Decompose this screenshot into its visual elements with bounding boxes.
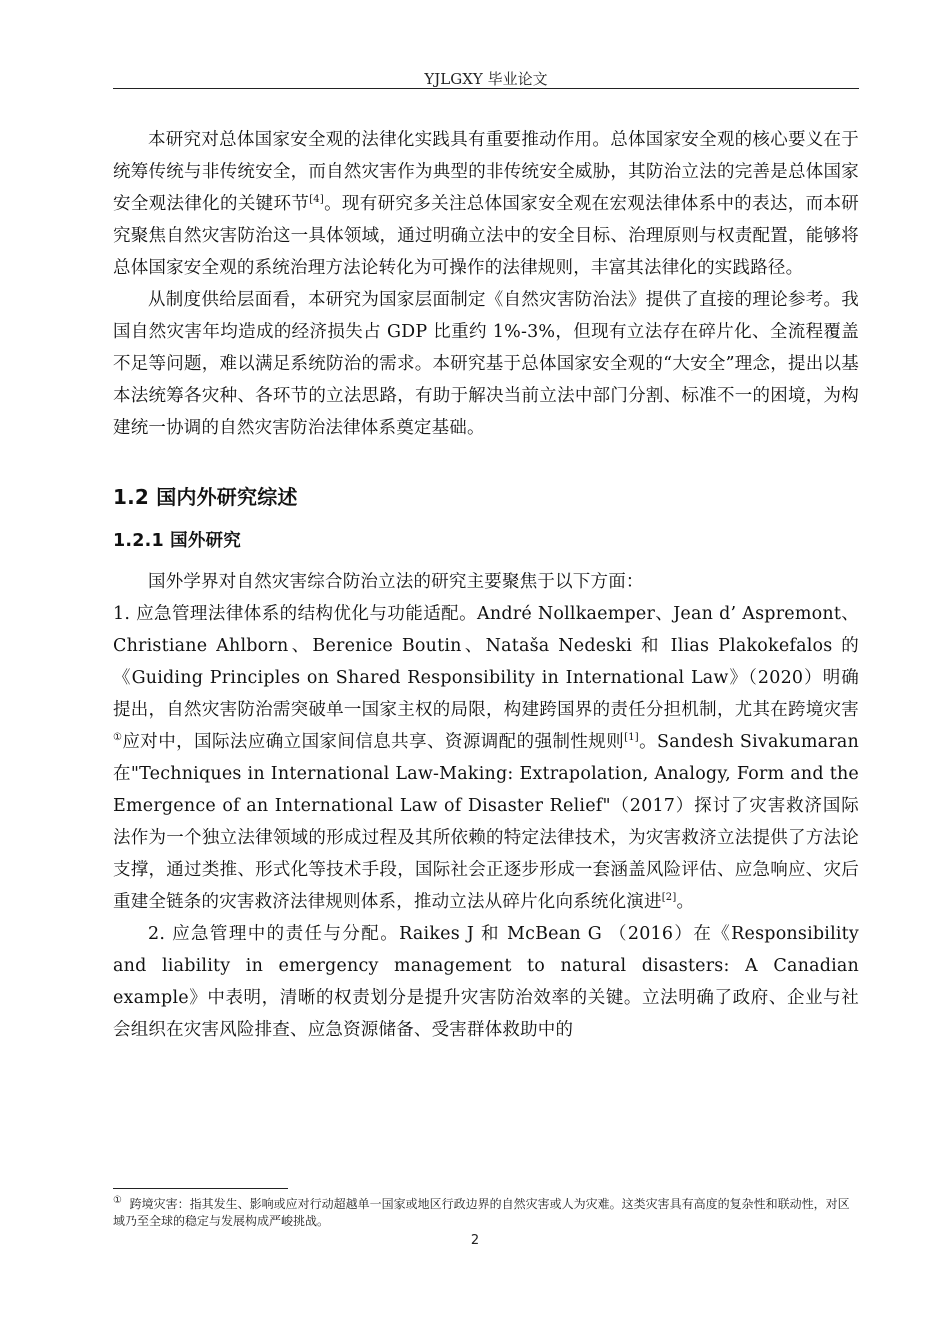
paragraph-3: 国外学界对自然灾害综合防治立法的研究主要聚焦于以下方面： xyxy=(148,572,644,592)
footnote xyxy=(113,1196,859,1230)
running-header: YJLGXY 毕业论文 xyxy=(424,70,548,88)
page-number: 2 xyxy=(470,1233,480,1248)
header-rule xyxy=(113,88,859,89)
paragraph-1-text-a: 本研究对总体国家安全观的法律化实践具有重要推动作用。总体国家安全观的核心要义在于统筹传统与非传统安全，而自然灾害作为典型的非传统安全威胁，其防治立法的完善是总体国家安全观法律化的关键环节 xyxy=(113,130,859,214)
paragraph-4 xyxy=(113,598,859,918)
paragraph-1 xyxy=(113,124,859,284)
citation-ref: [1] xyxy=(624,732,639,744)
body-text xyxy=(113,124,859,1046)
section-heading: 1.2 国内外研究综述 xyxy=(113,485,298,509)
paragraph-4-text-d: 。 xyxy=(676,892,695,912)
paragraph-5: 2. 应急管理中的责任与分配。Raikes J 和 McBean G （2016）在《Responsibility and liability in emergency management to natural disasters: A Canadian example》中表明，清晰的权责划分是提升灾害防治效率的关键。立法明确了政府、企业与社会组织在灾害风险排查、应急资源储备、受害群体救助中的 xyxy=(113,924,859,1040)
paragraph-2: 从制度供给层面看，本研究为国家层面制定《自然灾害防治法》提供了直接的理论参考。我国自然灾害年均造成的经济损失占 GDP 比重约 1%-3%，但现有立法存在碎片化、全流程覆盖不足等问题，难以满足系统防治的需求。本研究基于总体国家安全观的“大安全”理念，提出以基本法统筹各灾种、各环节的立法思路，有助于解决当前立法中部门分割、标准不一的困境，为构建统一协调的自然灾害防治法律体系奠定基础。 xyxy=(113,290,859,438)
paragraph-4-text-a: 1. 应急管理法律体系的结构优化与功能适配。André Nollkaemper、Jean d’ Aspremont、Christiane Ahlborn、Berenice Boutin、Nataša Nedeski 和 Ilias Plakokefalos 的《Guiding Principles on Shared Responsibility in International Law》（2020）明确提出，自然灾害防治需突破单一国家主权的局限，构建跨国界的责任分担机制，尤其在跨境灾害 xyxy=(113,604,859,720)
paragraph-4-text-b: 应对中，国际法应确立国家间信息共享、资源调配的强制性规则 xyxy=(122,732,625,752)
footnote-text: 跨境灾害：指其发生、影响或应对行动超越单一国家或地区行政边界的自然灾害或人为灾难。这类灾害具有高度的复杂性和联动性，对区域乃至全球的稳定与发展构成严峻挑战。 xyxy=(113,1197,850,1228)
paragraph-4-text-c: 。Sandesh Sivakumaran 在"Techniques in International Law-Making: Extrapolation, Analogy, Form and the Emergence of an International Law of Disaster Relief"（2017）探讨了灾害救济国际法作为一个独立法律领域的形成过程及其所依赖的特定法律技术，为灾害救济立法提供了方法论支撑，通过类推、形式化等技术手段，国际社会正逐步形成一套涵盖风险评估、应急响应、灾后重建全链条的灾害救济法律规则体系，推动立法从碎片化向系统化演进 xyxy=(113,732,859,912)
footnote-mark: ① xyxy=(113,1195,122,1206)
citation-ref: [4] xyxy=(309,194,324,206)
subsection-heading: 1.2.1 国外研究 xyxy=(113,531,241,551)
citation-ref: [2] xyxy=(661,892,677,904)
footnote-marker: ① xyxy=(113,732,123,744)
footnote-rule xyxy=(113,1188,288,1189)
paragraph-1-text-b: 。现有研究多关注总体国家安全观在宏观法律体系中的表达，而本研究聚焦自然灾害防治这一具体领域，通过明确立法中的安全目标、治理原则与权责配置，能够将总体国家安全观的系统治理方法论转化为可操作的法律规则，丰富其法律化的实践路径。 xyxy=(113,194,859,278)
